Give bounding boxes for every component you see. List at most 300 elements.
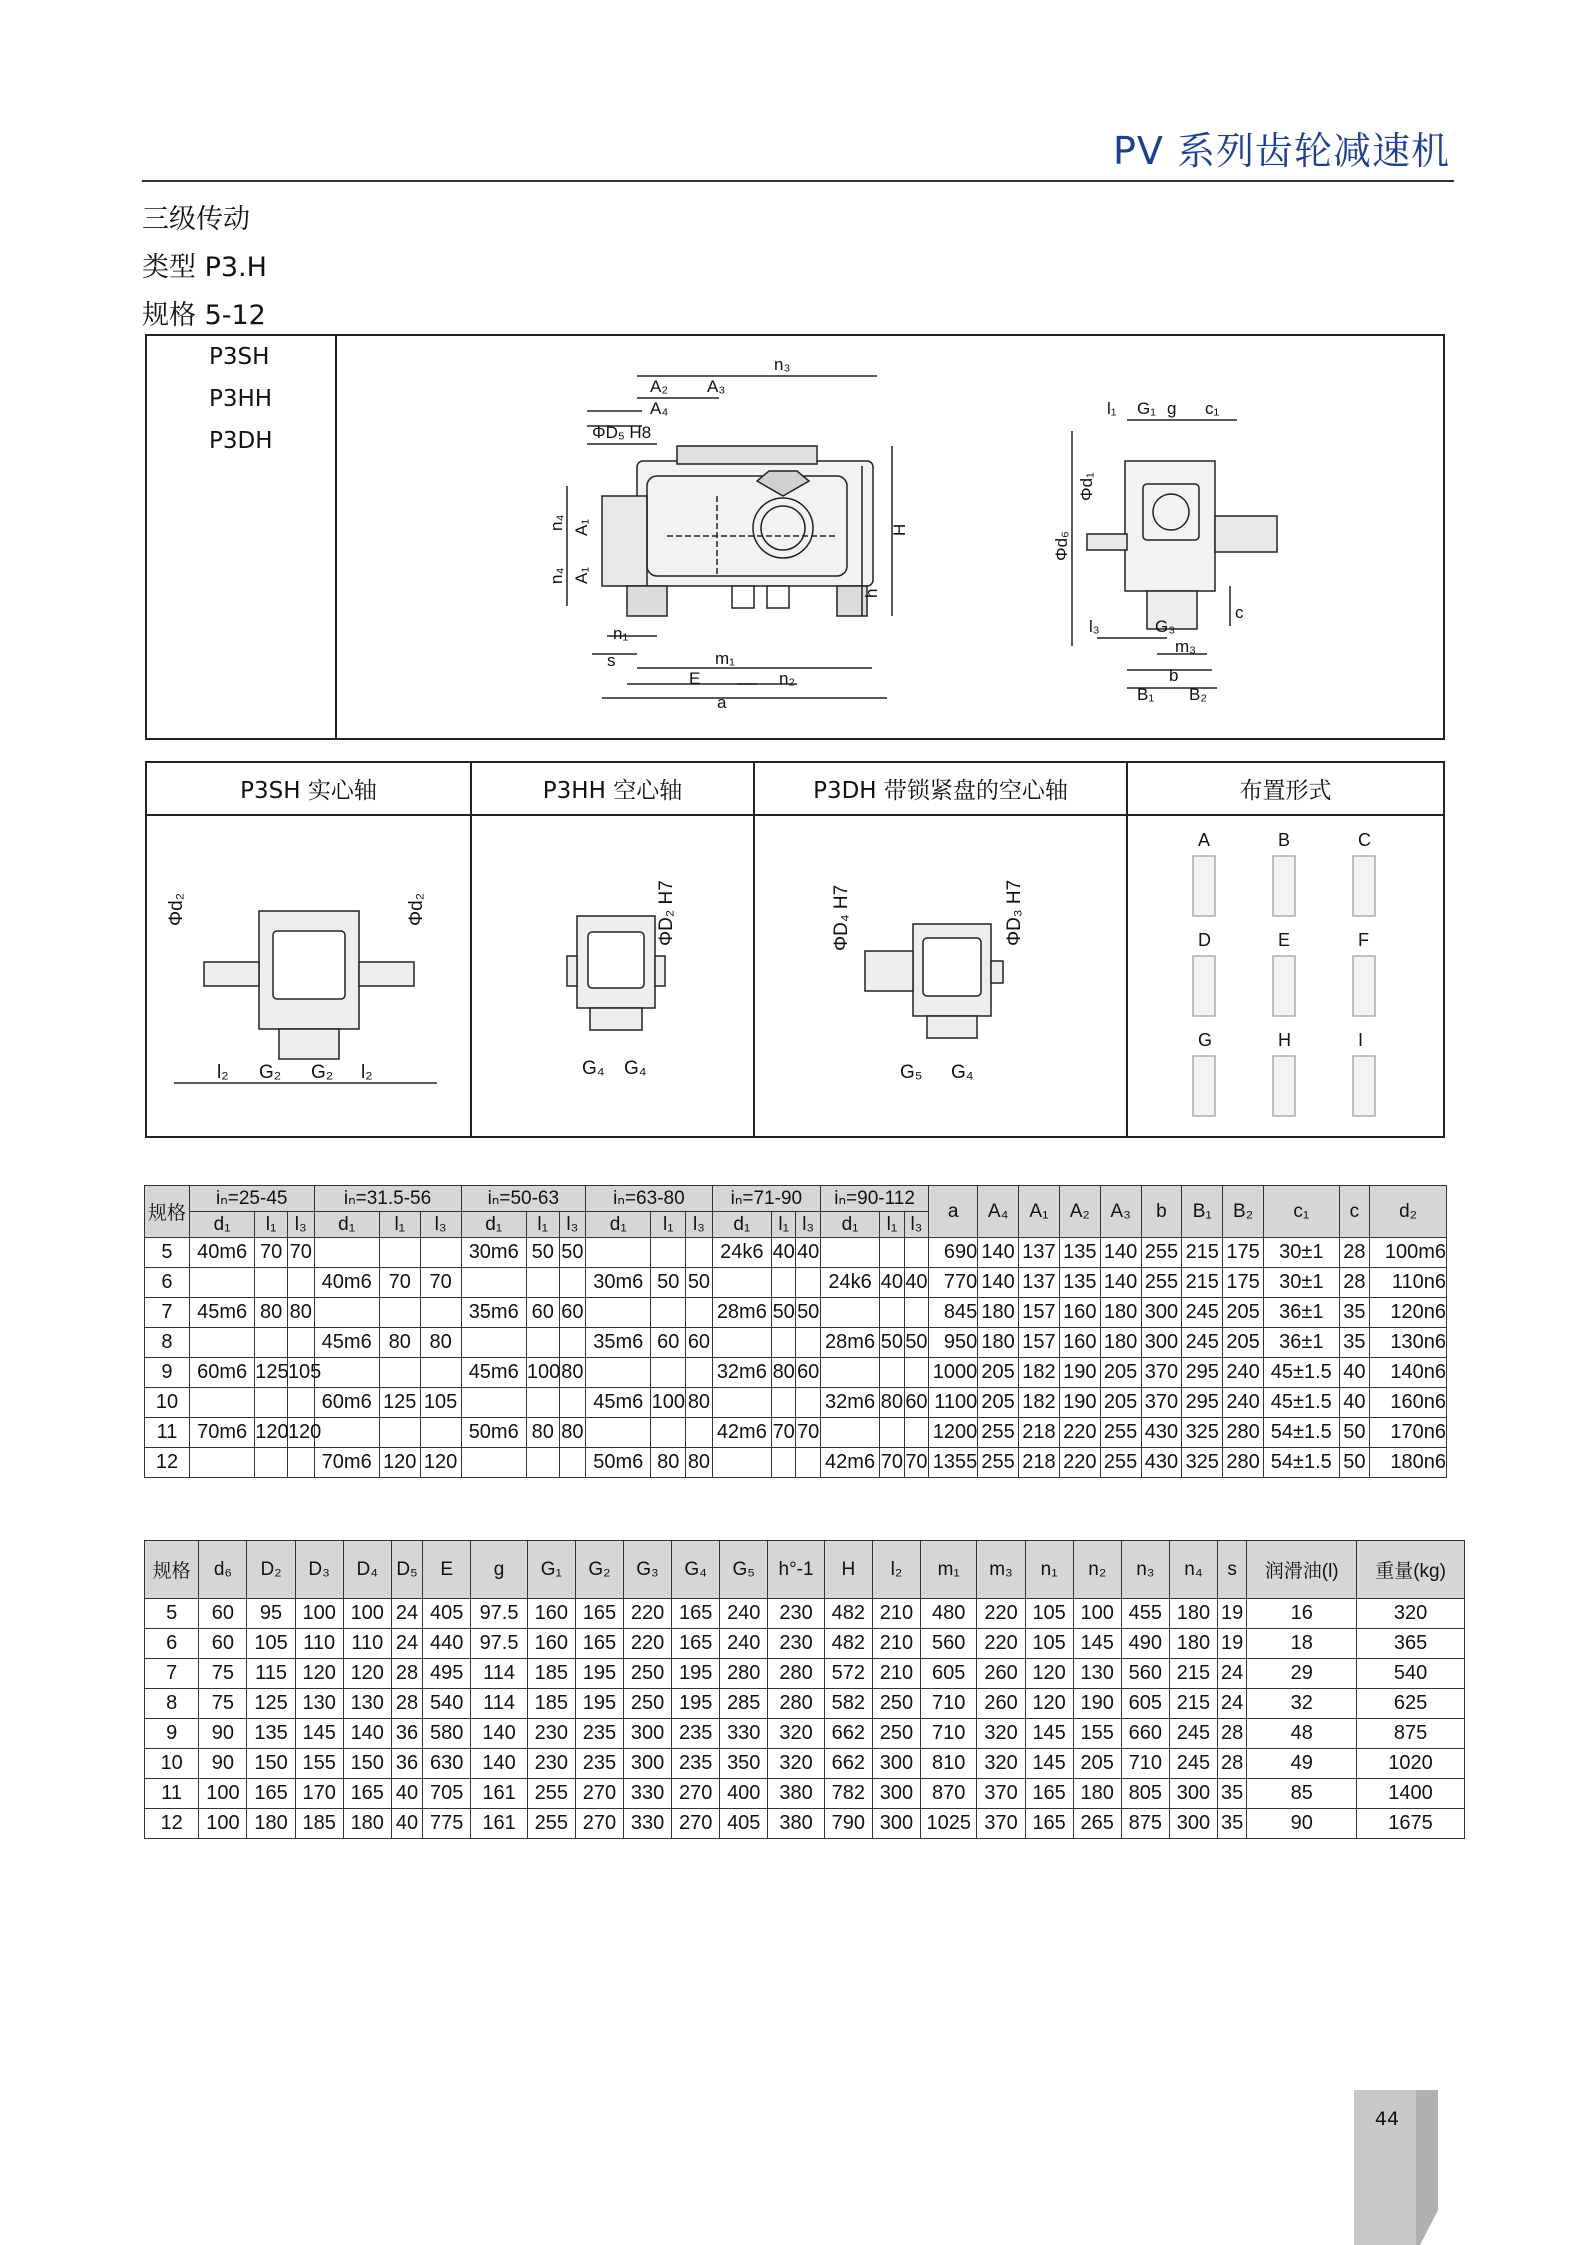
table1-row <box>145 1448 1447 1478</box>
value-cell: 580 <box>423 1719 471 1749</box>
value-cell <box>651 1238 686 1268</box>
value-cell: 97.5 <box>471 1599 527 1629</box>
panel-title-p3hh: P3HH 空心轴 <box>472 763 753 816</box>
value-cell: 145 <box>1025 1749 1073 1779</box>
table2-row <box>145 1689 1465 1719</box>
value-cell: 170 <box>295 1779 343 1809</box>
value-cell: 255 <box>1100 1448 1141 1478</box>
side-view-drawing <box>337 336 1443 738</box>
p3sh-l2-left: l₂ <box>217 1062 229 1083</box>
value-cell: 220 <box>977 1629 1025 1659</box>
value-cell: 40 <box>391 1779 422 1809</box>
value-cell: 70m6 <box>189 1418 254 1448</box>
value-cell: 295 <box>1182 1358 1223 1388</box>
value-cell: 180 <box>1169 1599 1217 1629</box>
value-cell <box>287 1328 314 1358</box>
p3dh-d3: ΦD₃ H7 <box>1004 879 1025 946</box>
value-cell: 230 <box>527 1749 575 1779</box>
arrangement-f: F <box>1358 930 1369 950</box>
shaft-variants-panel <box>145 761 1445 1138</box>
table2-header: D₂ <box>247 1541 295 1599</box>
value-cell: 48 <box>1247 1719 1357 1749</box>
value-cell: 50m6 <box>586 1448 651 1478</box>
value-cell: 36±1 <box>1264 1298 1340 1328</box>
value-cell: 630 <box>423 1749 471 1779</box>
value-cell <box>880 1298 905 1328</box>
value-cell <box>712 1268 771 1298</box>
value-cell: 70 <box>771 1418 796 1448</box>
panel-arrangement <box>1128 763 1443 1136</box>
value-cell: 35m6 <box>461 1298 526 1328</box>
table2-header: n₂ <box>1073 1541 1121 1599</box>
value-cell: 805 <box>1121 1779 1169 1809</box>
value-cell <box>559 1448 586 1478</box>
table1-row <box>145 1418 1447 1448</box>
table2-header: h°-1 <box>768 1541 824 1599</box>
value-cell: 240 <box>720 1599 768 1629</box>
title-rule <box>142 180 1454 182</box>
value-cell: 50 <box>686 1268 713 1298</box>
value-cell: 120 <box>420 1448 461 1478</box>
value-cell: 320 <box>1357 1599 1465 1629</box>
p3hh-g4-left: G₄ <box>582 1058 605 1079</box>
value-cell: 50 <box>1339 1418 1370 1448</box>
value-cell: 105 <box>1025 1599 1073 1629</box>
value-cell: 49 <box>1247 1749 1357 1779</box>
table2-header: n₃ <box>1121 1541 1169 1599</box>
model-p3hh: P3HH <box>209 386 273 412</box>
value-cell <box>559 1388 586 1418</box>
p3dh-g5: G₅ <box>900 1062 923 1083</box>
value-cell: 285 <box>720 1689 768 1719</box>
size-cell: 5 <box>145 1599 199 1629</box>
table1-sub-header: l₁ <box>771 1212 796 1238</box>
value-cell: 140 <box>978 1268 1019 1298</box>
table2-row <box>145 1779 1465 1809</box>
dim-n1: n₁ <box>613 624 629 643</box>
value-cell: 70 <box>379 1268 420 1298</box>
value-cell: 105 <box>1025 1629 1073 1659</box>
value-cell: 405 <box>423 1599 471 1629</box>
value-cell: 185 <box>527 1659 575 1689</box>
page-number: 44 <box>1374 2108 1400 2130</box>
value-cell: 85 <box>1247 1779 1357 1809</box>
value-cell: 29 <box>1247 1659 1357 1689</box>
value-cell: 100 <box>295 1599 343 1629</box>
value-cell: 235 <box>575 1749 623 1779</box>
value-cell: 40 <box>391 1809 422 1839</box>
value-cell: 114 <box>471 1659 527 1689</box>
value-cell <box>904 1238 929 1268</box>
value-cell <box>420 1298 461 1328</box>
value-cell: 120 <box>1025 1689 1073 1719</box>
table1-sub-header: l₃ <box>686 1212 713 1238</box>
value-cell <box>820 1358 879 1388</box>
table1-ratio-group: iₙ=50-63 <box>461 1186 586 1212</box>
value-cell <box>314 1358 379 1388</box>
p3sh-d2-left: Φd₂ <box>166 892 187 926</box>
panel-p3dh <box>755 763 1128 1136</box>
arrangement-i: I <box>1358 1030 1364 1050</box>
value-cell: 60 <box>904 1388 929 1418</box>
p3sh-g2-left: G₂ <box>259 1062 282 1083</box>
value-cell: 250 <box>872 1719 920 1749</box>
value-cell: 110 <box>295 1629 343 1659</box>
value-cell: 50 <box>904 1328 929 1358</box>
size-cell: 8 <box>145 1689 199 1719</box>
value-cell: 245 <box>1182 1328 1223 1358</box>
value-cell: 75 <box>199 1659 247 1689</box>
value-cell: 150 <box>343 1749 391 1779</box>
dim-a4: A₄ <box>650 399 669 418</box>
value-cell: 140n6 <box>1370 1358 1447 1388</box>
value-cell: 60m6 <box>189 1358 254 1388</box>
value-cell: 80 <box>686 1388 713 1418</box>
value-cell: 1020 <box>1357 1749 1465 1779</box>
value-cell: 160 <box>527 1599 575 1629</box>
table1-sub-header: d₁ <box>189 1212 254 1238</box>
table2-header: n₄ <box>1169 1541 1217 1599</box>
dim-b2: B₂ <box>1189 685 1207 704</box>
value-cell: 255 <box>1100 1418 1141 1448</box>
value-cell <box>420 1358 461 1388</box>
value-cell <box>526 1388 559 1418</box>
value-cell: 182 <box>1019 1358 1060 1388</box>
value-cell: 195 <box>575 1689 623 1719</box>
value-cell: 161 <box>471 1779 527 1809</box>
value-cell: 180 <box>247 1809 295 1839</box>
value-cell: 135 <box>1059 1238 1100 1268</box>
value-cell: 255 <box>978 1418 1019 1448</box>
value-cell: 480 <box>921 1599 977 1629</box>
value-cell <box>189 1448 254 1478</box>
table1-header: b <box>1141 1186 1182 1238</box>
value-cell: 36 <box>391 1719 422 1749</box>
value-cell: 605 <box>921 1659 977 1689</box>
table2-header: H <box>824 1541 872 1599</box>
value-cell: 150 <box>247 1749 295 1779</box>
value-cell: 330 <box>623 1779 671 1809</box>
size-cell: 10 <box>145 1388 190 1418</box>
value-cell: 40m6 <box>314 1268 379 1298</box>
value-cell <box>686 1358 713 1388</box>
size-cell: 12 <box>145 1448 190 1478</box>
value-cell <box>686 1418 713 1448</box>
value-cell <box>904 1358 929 1388</box>
value-cell: 160n6 <box>1370 1388 1447 1418</box>
table1-row <box>145 1298 1447 1328</box>
value-cell: 90 <box>199 1719 247 1749</box>
value-cell: 810 <box>921 1749 977 1779</box>
value-cell: 19 <box>1218 1599 1247 1629</box>
value-cell: 350 <box>720 1749 768 1779</box>
value-cell: 625 <box>1357 1689 1465 1719</box>
value-cell: 710 <box>921 1719 977 1749</box>
value-cell: 50 <box>526 1238 559 1268</box>
value-cell <box>586 1298 651 1328</box>
dim-a1-lower: A₁ <box>572 566 591 584</box>
value-cell: 1200 <box>929 1418 978 1448</box>
value-cell: 190 <box>1059 1358 1100 1388</box>
value-cell: 50m6 <box>461 1418 526 1448</box>
model-list <box>147 336 337 738</box>
value-cell: 30±1 <box>1264 1268 1340 1298</box>
model-p3sh: P3SH <box>209 344 270 370</box>
value-cell: 185 <box>295 1809 343 1839</box>
value-cell: 54±1.5 <box>1264 1418 1340 1448</box>
dim-d6: Φd₆ <box>1052 531 1071 561</box>
value-cell: 100m6 <box>1370 1238 1447 1268</box>
value-cell: 195 <box>575 1659 623 1689</box>
value-cell: 250 <box>872 1689 920 1719</box>
value-cell <box>526 1268 559 1298</box>
table1-sub-header: d₁ <box>314 1212 379 1238</box>
value-cell: 190 <box>1073 1689 1121 1719</box>
value-cell <box>420 1238 461 1268</box>
value-cell: 130 <box>343 1689 391 1719</box>
value-cell: 36±1 <box>1264 1328 1340 1358</box>
value-cell: 165 <box>575 1599 623 1629</box>
value-cell: 210 <box>872 1659 920 1689</box>
value-cell: 75 <box>199 1689 247 1719</box>
value-cell: 790 <box>824 1809 872 1839</box>
value-cell: 60 <box>651 1328 686 1358</box>
value-cell: 100 <box>343 1599 391 1629</box>
p3dh-d4: ΦD₄ H7 <box>831 884 852 951</box>
size-cell: 10 <box>145 1749 199 1779</box>
size-cell: 9 <box>145 1719 199 1749</box>
value-cell <box>287 1448 314 1478</box>
value-cell: 100 <box>1073 1599 1121 1629</box>
value-cell: 50 <box>796 1298 821 1328</box>
value-cell: 54±1.5 <box>1264 1448 1340 1478</box>
dim-c1: c₁ <box>1205 399 1220 418</box>
value-cell <box>559 1328 586 1358</box>
value-cell: 80 <box>526 1418 559 1448</box>
value-cell <box>189 1328 254 1358</box>
value-cell <box>651 1298 686 1328</box>
table1-row <box>145 1388 1447 1418</box>
value-cell: 245 <box>1169 1749 1217 1779</box>
value-cell: 540 <box>1357 1659 1465 1689</box>
value-cell: 875 <box>1357 1719 1465 1749</box>
value-cell <box>796 1268 821 1298</box>
value-cell: 280 <box>1223 1448 1264 1478</box>
value-cell: 875 <box>1121 1809 1169 1839</box>
value-cell: 300 <box>623 1749 671 1779</box>
table2-header: D₄ <box>343 1541 391 1599</box>
table2-header: G₃ <box>623 1541 671 1599</box>
p3sh-g2-right: G₂ <box>311 1062 334 1083</box>
value-cell: 300 <box>872 1779 920 1809</box>
value-cell: 220 <box>1059 1418 1100 1448</box>
value-cell: 705 <box>423 1779 471 1809</box>
table2-header: l₂ <box>872 1541 920 1599</box>
value-cell: 255 <box>978 1448 1019 1478</box>
dim-a1-upper: A₁ <box>572 518 591 536</box>
value-cell: 80 <box>651 1448 686 1478</box>
value-cell: 60m6 <box>314 1388 379 1418</box>
value-cell: 218 <box>1019 1418 1060 1448</box>
value-cell: 180 <box>1100 1328 1141 1358</box>
value-cell: 165 <box>247 1779 295 1809</box>
table1-row <box>145 1358 1447 1388</box>
value-cell: 155 <box>1073 1719 1121 1749</box>
value-cell: 405 <box>720 1809 768 1839</box>
table2-row <box>145 1629 1465 1659</box>
value-cell: 220 <box>977 1599 1025 1629</box>
value-cell: 280 <box>720 1659 768 1689</box>
value-cell <box>526 1448 559 1478</box>
value-cell: 582 <box>824 1689 872 1719</box>
dim-l1: l₁ <box>1107 399 1117 418</box>
value-cell: 195 <box>672 1659 720 1689</box>
panel-p3hh <box>472 763 755 1136</box>
dim-m3: m₃ <box>1175 637 1197 656</box>
value-cell: 30m6 <box>586 1268 651 1298</box>
value-cell: 870 <box>921 1779 977 1809</box>
value-cell: 380 <box>768 1779 824 1809</box>
dim-n2: n₂ <box>779 669 796 688</box>
dim-h-total: H <box>890 523 909 536</box>
value-cell: 28 <box>1218 1719 1247 1749</box>
value-cell: 24 <box>1218 1689 1247 1719</box>
value-cell: 300 <box>1141 1328 1182 1358</box>
value-cell: 137 <box>1019 1238 1060 1268</box>
value-cell: 235 <box>672 1719 720 1749</box>
value-cell <box>379 1358 420 1388</box>
value-cell: 215 <box>1182 1268 1223 1298</box>
table2-row <box>145 1719 1465 1749</box>
table2-header: D₃ <box>295 1541 343 1599</box>
value-cell: 330 <box>623 1809 671 1839</box>
value-cell: 1400 <box>1357 1779 1465 1809</box>
table1-header: a <box>929 1186 978 1238</box>
value-cell <box>820 1418 879 1448</box>
value-cell: 28 <box>391 1659 422 1689</box>
p3dh-drawing <box>755 816 1124 1134</box>
value-cell: 40 <box>904 1268 929 1298</box>
table1-sub-header: l₃ <box>420 1212 461 1238</box>
value-cell: 50 <box>771 1298 796 1328</box>
table2-header: m₃ <box>977 1541 1025 1599</box>
value-cell: 662 <box>824 1719 872 1749</box>
dim-g: g <box>1167 399 1177 418</box>
value-cell: 1100 <box>929 1388 978 1418</box>
value-cell: 180 <box>1169 1629 1217 1659</box>
p3hh-drawing <box>472 816 751 1134</box>
value-cell: 45±1.5 <box>1264 1388 1340 1418</box>
value-cell: 210 <box>872 1629 920 1659</box>
size-cell: 8 <box>145 1328 190 1358</box>
value-cell <box>461 1328 526 1358</box>
table1-header: B₁ <box>1182 1186 1223 1238</box>
value-cell: 205 <box>1223 1328 1264 1358</box>
dimension-table-1 <box>144 1185 1447 1478</box>
value-cell: 140 <box>471 1719 527 1749</box>
value-cell: 260 <box>977 1689 1025 1719</box>
value-cell <box>314 1238 379 1268</box>
value-cell: 170n6 <box>1370 1418 1447 1448</box>
value-cell: 40 <box>1339 1388 1370 1418</box>
p3sh-l2-right: l₂ <box>361 1062 373 1083</box>
table1-ratio-group: iₙ=71-90 <box>712 1186 820 1212</box>
value-cell <box>189 1268 254 1298</box>
value-cell: 1000 <box>929 1358 978 1388</box>
value-cell <box>255 1328 288 1358</box>
value-cell: 137 <box>1019 1268 1060 1298</box>
value-cell: 80 <box>559 1418 586 1448</box>
value-cell: 80 <box>559 1358 586 1388</box>
value-cell: 255 <box>1141 1238 1182 1268</box>
value-cell: 120 <box>287 1418 314 1448</box>
value-cell: 495 <box>423 1659 471 1689</box>
value-cell: 140 <box>343 1719 391 1749</box>
value-cell: 180 <box>1073 1779 1121 1809</box>
drawing-panel <box>145 334 1445 740</box>
value-cell: 165 <box>1025 1779 1073 1809</box>
value-cell: 120 <box>255 1418 288 1448</box>
value-cell: 220 <box>623 1599 671 1629</box>
value-cell: 160 <box>1059 1328 1100 1358</box>
value-cell: 370 <box>977 1779 1025 1809</box>
value-cell: 482 <box>824 1629 872 1659</box>
value-cell: 60 <box>796 1358 821 1388</box>
value-cell: 40m6 <box>189 1238 254 1268</box>
panel-title-arrangement: 布置形式 <box>1128 763 1443 816</box>
value-cell: 40 <box>796 1238 821 1268</box>
value-cell: 50 <box>880 1328 905 1358</box>
p3hh-d2: ΦD₂ H7 <box>656 880 677 946</box>
value-cell <box>880 1418 905 1448</box>
value-cell: 560 <box>921 1629 977 1659</box>
value-cell <box>712 1448 771 1478</box>
value-cell: 165 <box>1025 1809 1073 1839</box>
value-cell: 400 <box>720 1779 768 1809</box>
value-cell: 260 <box>977 1659 1025 1689</box>
table2-row <box>145 1659 1465 1689</box>
value-cell: 1025 <box>921 1809 977 1839</box>
value-cell <box>686 1238 713 1268</box>
value-cell <box>461 1448 526 1478</box>
table2-header: d₆ <box>199 1541 247 1599</box>
value-cell: 300 <box>872 1749 920 1779</box>
table1-ratio-group: iₙ=90-112 <box>820 1186 928 1212</box>
dimension-table-2 <box>144 1540 1465 1839</box>
value-cell: 660 <box>1121 1719 1169 1749</box>
value-cell: 245 <box>1182 1298 1223 1328</box>
value-cell <box>651 1358 686 1388</box>
value-cell: 18 <box>1247 1629 1357 1659</box>
value-cell: 215 <box>1169 1689 1217 1719</box>
value-cell: 770 <box>929 1268 978 1298</box>
dim-a3: A₃ <box>707 377 726 396</box>
table2-header: 润滑油(l) <box>1247 1541 1357 1599</box>
value-cell <box>771 1448 796 1478</box>
value-cell: 140 <box>978 1238 1019 1268</box>
table1-header: B₂ <box>1223 1186 1264 1238</box>
value-cell: 270 <box>575 1809 623 1839</box>
value-cell: 280 <box>768 1659 824 1689</box>
value-cell: 42m6 <box>712 1418 771 1448</box>
arrangement-grid <box>1128 816 1439 1134</box>
value-cell: 28 <box>391 1689 422 1719</box>
table1-corner: 规格 <box>145 1186 190 1238</box>
value-cell: 30±1 <box>1264 1238 1340 1268</box>
value-cell <box>820 1298 879 1328</box>
value-cell: 1355 <box>929 1448 978 1478</box>
value-cell: 220 <box>1059 1448 1100 1478</box>
